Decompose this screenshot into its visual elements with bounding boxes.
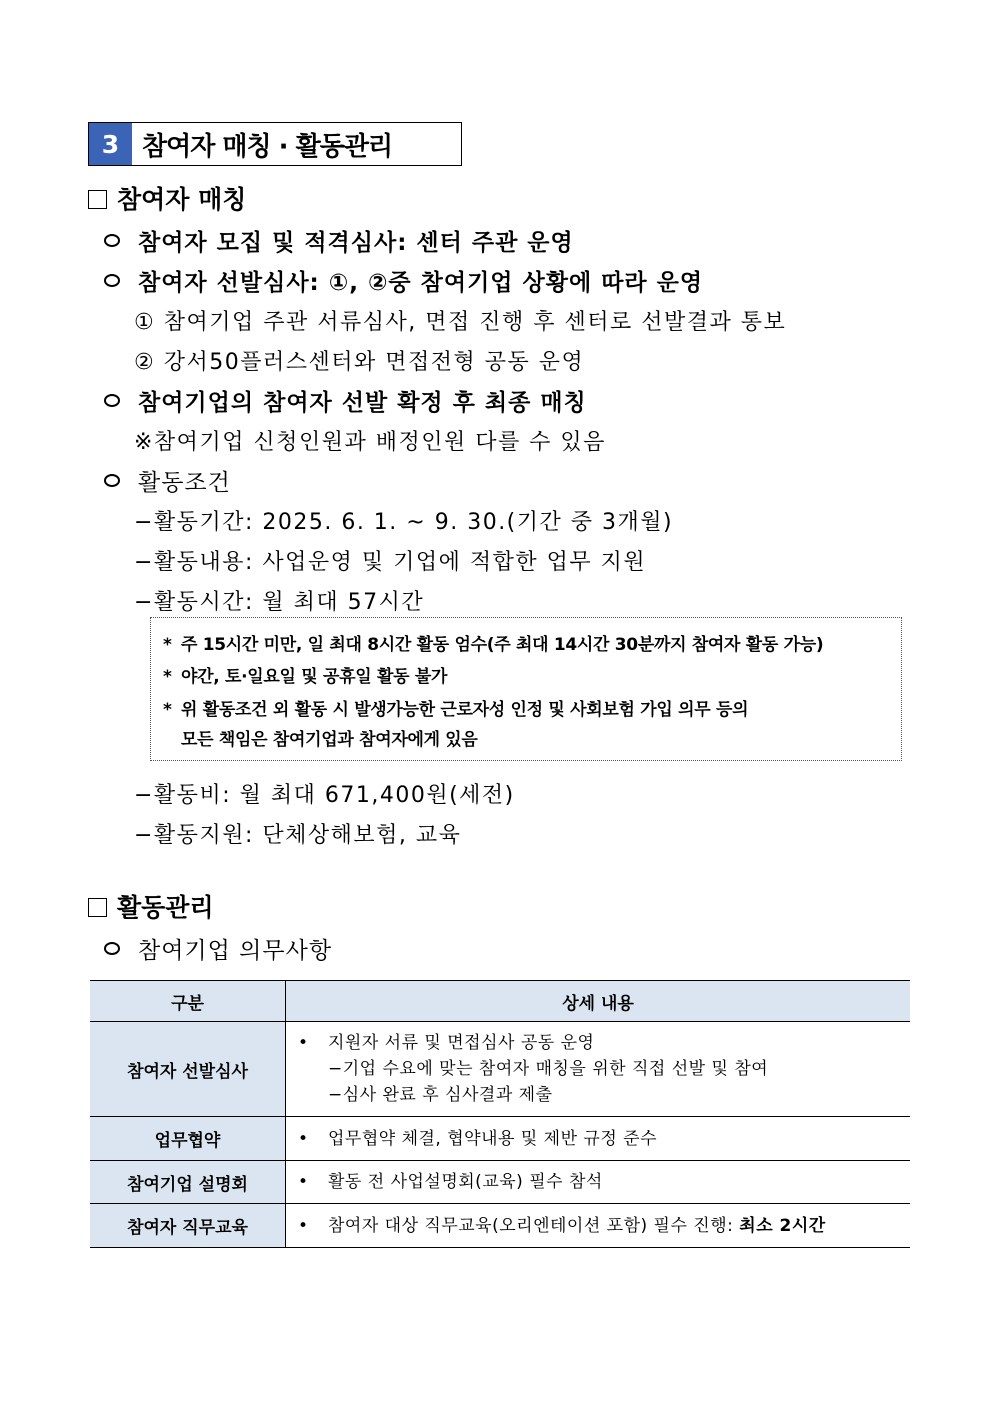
- row-category: 참여기업 설명회: [90, 1161, 286, 1204]
- condition-hours: −활동시간: 월 최대 57시간: [134, 590, 425, 615]
- table-header-row: [90, 981, 910, 1022]
- matching-item-2: 참여자 선발심사: ①, ②중 참여기업 상황에 따라 운영: [104, 264, 703, 297]
- table-row: [90, 1022, 910, 1117]
- table-row: [90, 1204, 910, 1248]
- table-row: [90, 1161, 910, 1204]
- bullet-dot-icon: •: [298, 1215, 309, 1236]
- section-number: 3: [89, 123, 132, 165]
- checkbox-square-icon: [88, 190, 107, 209]
- note-line: * 위 활동조건 외 활동 시 발생가능한 근로자성 인정 및 사회보험 가입 의무 등의: [163, 700, 749, 720]
- asterisk-icon: *: [163, 635, 172, 655]
- note-box: [150, 617, 902, 761]
- row-detail: • 업무협약 체결, 협약내용 및 제반 규정 준수: [286, 1117, 911, 1161]
- circle-bullet-icon: [104, 942, 120, 955]
- management-heading: 활동관리: [88, 888, 214, 924]
- column-header: 구분: [90, 981, 286, 1022]
- condition-pay: −활동비: 월 최대 671,400원(세전): [134, 783, 515, 808]
- row-detail: • 참여자 대상 직무교육(오리엔테이션 포함) 필수 진행: 최소 2시간: [286, 1204, 911, 1248]
- bullet-dot-icon: •: [298, 1128, 309, 1149]
- section-title: 참여자 매칭 · 활동관리: [142, 131, 393, 162]
- circle-bullet-icon: [104, 474, 120, 487]
- column-header: 상세 내용: [286, 981, 911, 1022]
- circle-bullet-icon: [104, 394, 120, 407]
- circle-bullet-icon: [104, 234, 120, 247]
- option-2: ② 강서50플러스센터와 면접전형 공동 운영: [134, 350, 585, 375]
- condition-period: −활동기간: 2025. 6. 1. ~ 9. 30.(기간 중 3개월): [134, 510, 674, 535]
- table-row: [90, 1117, 910, 1161]
- row-category: 참여자 선발심사: [90, 1022, 286, 1117]
- section-header: [88, 122, 462, 166]
- row-detail: • 지원자 서류 및 면접심사 공동 운영 −기업 수요에 맞는 참여자 매칭을 위한 직접 선발 및 참여 −심사 완료 후 심사결과 제출: [286, 1022, 911, 1117]
- circle-bullet-icon: [104, 274, 120, 287]
- row-category: 참여자 직무교육: [90, 1204, 286, 1248]
- asterisk-icon: *: [163, 667, 172, 687]
- checkbox-square-icon: [88, 898, 107, 917]
- row-category: 업무협약: [90, 1117, 286, 1161]
- row-detail: • 활동 전 사업설명회(교육) 필수 참석: [286, 1161, 911, 1204]
- condition-content: −활동내용: 사업운영 및 기업에 적합한 업무 지원: [134, 550, 647, 575]
- matching-item-3: 참여기업의 참여자 선발 확정 후 최종 매칭: [104, 384, 587, 417]
- matching-item-1: 참여자 모집 및 적격심사: 센터 주관 운영: [104, 224, 574, 257]
- duty-table: [90, 980, 910, 1248]
- note-line: * 야간, 토·일요일 및 공휴일 활동 불가: [163, 667, 448, 687]
- bullet-dot-icon: •: [298, 1172, 309, 1192]
- emphasis-text: 최소 2시간: [739, 1215, 826, 1236]
- note-line: * 주 15시간 미만, 일 최대 8시간 활동 엄수(주 최대 14시간 30분까지 참여자 활동 가능): [163, 635, 824, 655]
- condition-support: −활동지원: 단체상해보험, 교육: [134, 823, 462, 848]
- option-1: ① 참여기업 주관 서류심사, 면접 진행 후 센터로 선발결과 통보: [134, 310, 787, 335]
- note-line: 모든 책임은 참여기업과 참여자에게 있음: [181, 730, 478, 750]
- matching-heading: 참여자 매칭: [88, 180, 246, 216]
- bullet-dot-icon: •: [298, 1033, 309, 1053]
- asterisk-icon: *: [163, 700, 172, 720]
- conditions-label: 활동조건: [104, 464, 231, 497]
- management-item: 참여기업 의무사항: [104, 932, 332, 965]
- final-note: ※참여기업 신청인원과 배정인원 다를 수 있음: [134, 430, 606, 455]
